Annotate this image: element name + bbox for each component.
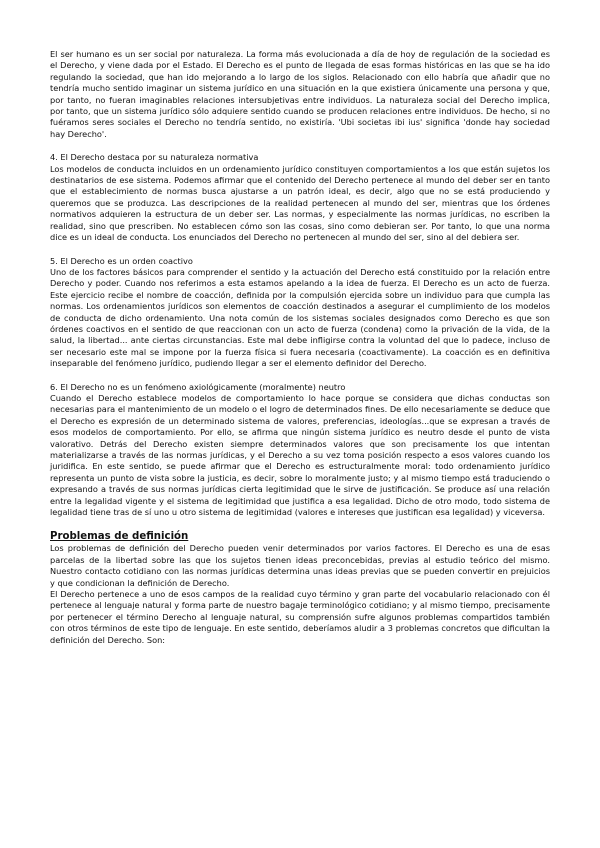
spacer	[50, 140, 550, 152]
spacer	[50, 518, 550, 530]
problemas-paragraph-2: El Derecho pertenece a uno de esos campos de la realidad cuyo término y gran parte del vocabulario relacionado con él pertenece al lenguaje natural y forma parte de nuestro bagaje terminológico cotidiano; y al mismo tiempo, precisamente por pertenecer el término Derecho al lenguaje natural, su comprensión sufre algunos problemas compartidos también con otros términos de este tipo de lenguaje. En este sentido, deberíamos aludir a 3 problemas concretos que dificultan la definición del Derecho. Son:	[50, 589, 550, 645]
intro-paragraph: El ser humano es un ser social por naturaleza. La forma más evolucionada a día de hoy de regulación de la sociedad es el Derecho, y viene dada por el Estado. El Derecho es el punto de llegada de esas formas históricas en las que se ha ido regulando la sociedad, que han ido mejorando a lo largo de los siglos. Relacionado con ello habría que añadir que no tendría mucho sentido imaginar un sistema jurídico en una situación en la que existiera únicamente una persona y que, por tanto, no fueran imaginables relaciones intersubjetivas entre individuos. La naturaleza social del Derecho implica, por tanto, que un sistema jurídico sólo adquiere sentido cuando se producen relaciones entre individuos. De hecho, si no fuéramos seres sociales el Derecho no tendría sentido, no existiría. 'Ubi societas ibi ius' significa 'donde hay sociedad hay Derecho'.	[50, 49, 550, 139]
section-4-heading: 4. El Derecho destaca por su naturaleza normativa	[50, 152, 259, 163]
document-page	[50, 49, 550, 646]
problemas-title: Problemas de definición	[50, 531, 189, 543]
section-5-heading: 5. El Derecho es un orden coactivo	[50, 255, 193, 266]
spacer	[50, 370, 550, 382]
section-4-paragraph: Los modelos de conducta incluidos en un ordenamiento jurídico constituyen comportamientos a los que están sujetos los destinatarios de ese sistema. Podemos afirmar que el contenido del Derecho pertenece al mundo del deber ser en tanto que el establecimiento de normas busca ajustarse a un patrón ideal, es decir, algo que no se está produciendo y queremos que se produzca. Las descripciones de la realidad pertenecen al mundo del ser, mientras que los órdenes normativos adquieren la estructura de un deber ser. Las normas, y especialmente las normas jurídicas, no escriben la realidad, sino que prescriben. No establecen cómo son las cosas, sino como debieran ser. Por tanto, lo que una norma dice es un ideal de conducta. Los enunciados del Derecho no pertenecen al mundo del ser, sino al del debiera ser.	[50, 163, 550, 243]
section-5-paragraph: Uno de los factores básicos para comprender el sentido y la actuación del Derecho está constituido por la relación entre Derecho y poder. Cuando nos referimos a esta estamos apelando a la idea de fuerza. El Derecho es un acto de fuerza. Este ejercicio recibe el nombre de coacción, definida por la compulsión ejercida sobre un individuo para que cumpla las normas. Los ordenamientos jurídicos son elementos de coacción destinados a asegurar el cumplimiento de los modelos de conducta de dicho ordenamiento. Una nota común de los sistemas sociales designados como Derecho es que son órdenes coactivos en el sentido de que reaccionan con un acto de fuerza (condena) como la privación de la vida, de la salud, la libertad... ante ciertas circunstancias. Este mal debe infligirse contra la voluntad del que lo padece, incluso de ser necesario este mal se impone por la fuerza física si fuera necesaria (coactivamente). La coacción es en definitiva inseparable del fenómeno jurídico, pudiendo llegar a ser el elemento definidor del Derecho.	[50, 266, 550, 369]
spacer	[50, 244, 550, 256]
problemas-paragraph-1: Los problemas de definición del Derecho pueden venir determinados por varios factores. El Derecho es una de esas parcelas de la libertad sobre las que los sujetos tienen ideas preconcebidas, previas al estudio teórico del mismo. Nuestro contacto cotidiano con las normas jurídicas determina unas ideas previas que se pueden convertir en prejuicios y que condicionan la definición de Derecho.	[50, 543, 550, 588]
section-6-heading: 6. El Derecho no es un fenómeno axiológicamente (moralmente) neutro	[50, 381, 346, 392]
section-6-paragraph: Cuando el Derecho establece modelos de comportamiento lo hace porque se considera que dichas conductas son necesarias para el mantenimiento de un modelo o el logro de determinados fines. De ello necesariamente se deduce que el Derecho es expresión de un determinado sistema de valores, preferencias, ideologías...que se expresan a través de esos modelos de comportamiento. Por ello, se afirma que ningún sistema jurídico es neutro desde el punto de vista valorativo. Detrás del Derecho existen siempre determinados valores que son precisamente los que intentan materializarse a través de las normas jurídicas, y el Derecho a su vez toma posición respecto a esos valores cuando los juridifica. En este sentido, se puede afirmar que el Derecho es estructuralmente moral: todo ordenamiento jurídico representa un punto de vista sobre la justicia, es decir, sobre lo moralmente justo; y al mismo tiempo está traduciendo o expresando a través de sus normas jurídicas cierta legitimidad que le sirve de justificación. Se produce así una relación entre la legalidad vigente y el sistema de legitimidad que justifica a esa legalidad. Dicho de otro modo, todo sistema de legalidad tiene tras de sí uno u otro sistema de legitimidad (valores e intereses que justifican esa legalidad) y viceversa.	[50, 392, 550, 518]
